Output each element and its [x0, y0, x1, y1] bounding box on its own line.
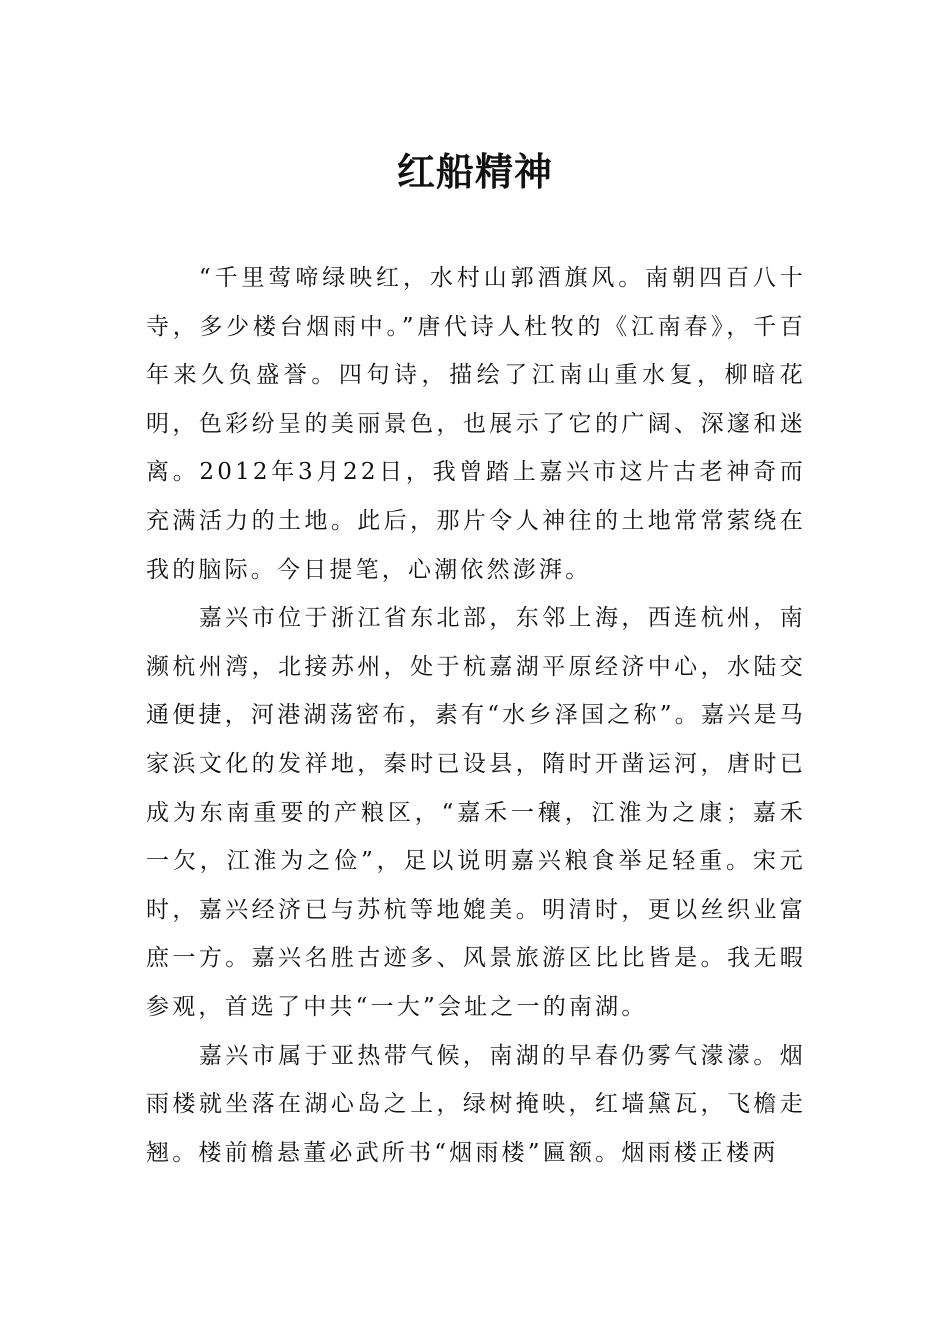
paragraph-2: 嘉兴市位于浙江省东北部，东邻上海，西连杭州，南濒杭州湾，北接苏州，处于杭嘉湖平原经济中心，水陆交通便捷，河港湖荡密布，素有“水乡泽国之称”。嘉兴是马家浜文化的发祥地，秦时已设县，隋时开凿运河，唐时已成为东南重要的产粮区，“嘉禾一穰，江淮为之康；嘉禾一欠，江淮为之俭”，足以说明嘉兴粮食举足轻重。宋元时，嘉兴经济已与苏杭等地媲美。明清时，更以丝织业富庶一方。嘉兴名胜古迹多、风景旅游区比比皆是。我无暇参观，首选了中共“一大”会址之一的南湖。 [146, 605, 806, 1020]
document-body [146, 254, 806, 1177]
paragraph-3: 嘉兴市属于亚热带气候，南湖的早春仍雾气濛濛。烟雨楼就坐落在湖心岛之上，绿树掩映，红墙黛瓦，飞檐走翘。楼前檐悬董必武所书“烟雨楼”匾额。烟雨楼正楼两 [146, 1042, 806, 1166]
paragraph-1: “千里莺啼绿映红，水村山郭酒旗风。南朝四百八十寺，多少楼台烟雨中。”唐代诗人杜牧的《江南春》，千百年来久负盛誉。四句诗，描绘了江南山重水复，柳暗花明，色彩纷呈的美丽景色，也展示了它的广阔、深邃和迷离。2012年3月22日，我曾踏上嘉兴市这片古老神奇而充满活力的土地。此后，那片令人神往的土地常常萦绕在我的脑际。今日提笔，心潮依然澎湃。 [146, 265, 806, 583]
document-title: 红船精神 [396, 150, 553, 194]
